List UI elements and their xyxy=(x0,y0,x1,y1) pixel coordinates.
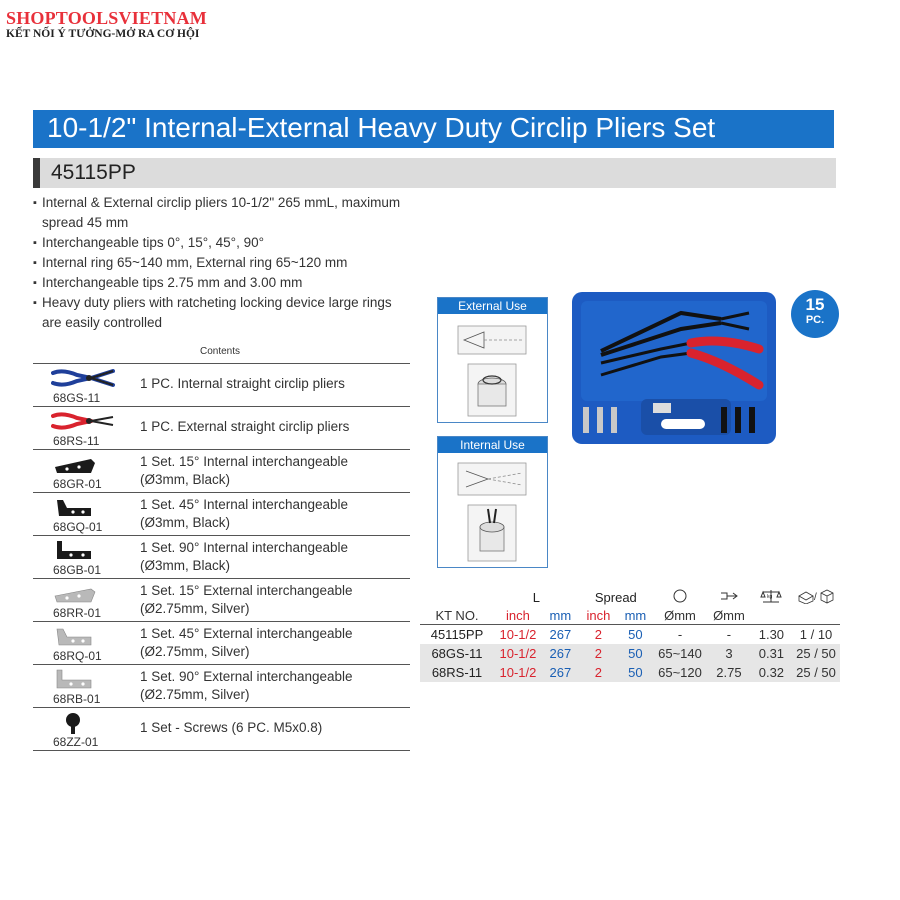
item-description-line: 1 Set. 15° External interchangeable xyxy=(140,583,353,598)
code-bar-accent xyxy=(33,158,40,188)
packing: 1 / 10 xyxy=(792,625,840,645)
item-description xyxy=(140,453,408,489)
svg-text:/: / xyxy=(814,592,817,603)
length-inch: 10-1/2 xyxy=(494,644,542,663)
piece-count: 15 xyxy=(805,295,825,314)
length-inch: 10-1/2 xyxy=(494,625,542,645)
item-description-line: 1 Set. 45° External interchangeable xyxy=(140,626,353,641)
contents-row xyxy=(33,493,410,536)
contents-row xyxy=(33,579,410,622)
header-weight-icon xyxy=(751,588,792,607)
product-case-image xyxy=(571,291,777,445)
feature-item: ▪ Interchangeable tips 0°, 15°, 45°, 90° xyxy=(33,233,413,253)
tip-diameter: 2.75 xyxy=(707,663,751,682)
product-code-label: 68RR-01 xyxy=(53,606,102,620)
item-description xyxy=(140,539,408,575)
contents-row xyxy=(33,364,410,407)
kt-no: 68GS-11 xyxy=(420,644,494,663)
item-description-line: 1 Set. 90° Internal interchangeable xyxy=(140,540,349,555)
ring-range: 65~140 xyxy=(653,644,707,663)
brand-name: SHOPTOOLSVIETNAM xyxy=(6,8,207,28)
header-weight xyxy=(751,607,792,625)
header-spread-mm: mm xyxy=(624,608,647,623)
product-code-label: 68GB-01 xyxy=(53,563,102,577)
spread-inch: 2 xyxy=(579,663,618,682)
item-description-line: (Ø3mm, Black) xyxy=(140,558,231,573)
product-code-label: 68RQ-01 xyxy=(53,649,102,663)
product-code: 45115PP xyxy=(51,161,136,184)
item-description-line: (Ø3mm, Black) xyxy=(140,515,231,530)
page-title: 10-1/2" Internal-External Heavy Duty Circlip Pliers Set xyxy=(47,112,716,143)
spec-row xyxy=(420,625,840,645)
contents-label: Contents xyxy=(200,346,241,357)
spread-mm: 50 xyxy=(618,644,653,663)
product-code-label: 68ZZ-01 xyxy=(53,735,99,749)
internal-use-diagram xyxy=(438,453,547,565)
tip-diameter-icon xyxy=(719,589,739,603)
external-use-diagram xyxy=(438,314,547,420)
header-ring-mm: Ømm xyxy=(664,608,696,623)
silver-tip-45-icon xyxy=(51,625,121,649)
item-description: 1 PC. External straight circlip pliers xyxy=(140,419,350,434)
product-code-label: 68RS-11 xyxy=(53,434,100,448)
weight: 0.32 xyxy=(751,663,792,682)
product-code-label: 68RB-01 xyxy=(53,692,101,706)
ring-icon xyxy=(672,589,688,603)
package-box-icon xyxy=(797,588,835,604)
feature-list xyxy=(33,193,413,333)
spec-row xyxy=(420,663,840,682)
kt-no: 45115PP xyxy=(420,625,494,645)
item-description xyxy=(140,668,408,704)
contents-row xyxy=(33,708,410,751)
blue-pliers-icon xyxy=(51,367,121,391)
silver-tip-15-icon xyxy=(51,582,121,606)
spread-mm: 50 xyxy=(618,663,653,682)
product-code-label: 68GS-11 xyxy=(53,391,101,405)
header-kt-no: KT NO. xyxy=(435,608,479,623)
contents-table xyxy=(33,363,410,751)
packing: 25 / 50 xyxy=(792,663,840,682)
internal-use-label: Internal Use xyxy=(438,437,547,453)
header-pack xyxy=(792,607,840,625)
header-kt-no-top xyxy=(420,588,494,607)
contents-row xyxy=(33,407,410,450)
feature-item: ▪ Internal ring 65~140 mm, External ring 65~120 mm xyxy=(33,253,413,273)
weight: 0.31 xyxy=(751,644,792,663)
black-tip-90-icon xyxy=(51,539,121,563)
ring-range: 65~120 xyxy=(653,663,707,682)
title-bar xyxy=(33,110,834,148)
tip-diameter: - xyxy=(707,625,751,645)
header-l-inch: inch xyxy=(505,608,530,623)
feature-item: ▪ Internal & External circlip pliers 10-1/2" 265 mmL, maximum spread 45 mm xyxy=(33,193,413,233)
packing: 25 / 50 xyxy=(792,644,840,663)
header-tip-icon xyxy=(707,588,751,607)
tip-diameter: 3 xyxy=(707,644,751,663)
header-l-mm: mm xyxy=(549,608,572,623)
spec-row xyxy=(420,644,840,663)
item-description: 1 PC. Internal straight circlip pliers xyxy=(140,376,345,391)
header-tip-mm: Ømm xyxy=(713,608,745,623)
screw-icon xyxy=(51,711,121,735)
product-code-bar xyxy=(33,158,836,188)
length-mm: 267 xyxy=(542,644,579,663)
kt-no: 68RS-11 xyxy=(420,663,494,682)
length-mm: 267 xyxy=(542,663,579,682)
weight-scale-icon xyxy=(760,588,782,604)
header-pack-icon xyxy=(792,588,840,607)
feature-item: ▪ Heavy duty pliers with ratcheting locking device large rings are easily controlled xyxy=(33,293,413,333)
item-description-line: 1 Set. 90° External interchangeable xyxy=(140,669,353,684)
external-use-panel xyxy=(437,297,548,423)
item-description-line: 1 Set. 45° Internal interchangeable xyxy=(140,497,349,512)
weight: 1.30 xyxy=(751,625,792,645)
header-spread-inch: inch xyxy=(586,608,611,623)
item-description-line: (Ø2.75mm, Silver) xyxy=(140,687,250,702)
length-inch: 10-1/2 xyxy=(494,663,542,682)
item-description-line: (Ø3mm, Black) xyxy=(140,472,231,487)
contents-row xyxy=(33,450,410,493)
item-description: 1 Set - Screws (6 PC. M5x0.8) xyxy=(140,720,323,735)
item-description-line: 1 Set. 15° Internal interchangeable xyxy=(140,454,349,469)
item-description xyxy=(140,496,408,532)
header-ring-icon xyxy=(653,588,707,607)
contents-row xyxy=(33,536,410,579)
header-length: L xyxy=(532,590,541,605)
contents-row xyxy=(33,622,410,665)
spread-mm: 50 xyxy=(618,625,653,645)
product-code-label: 68GR-01 xyxy=(53,477,102,491)
red-pliers-icon xyxy=(51,410,121,434)
contents-row xyxy=(33,665,410,708)
external-use-label: External Use xyxy=(438,298,547,314)
item-description-line: (Ø2.75mm, Silver) xyxy=(140,601,250,616)
header-spread: Spread xyxy=(594,590,637,605)
brand-slogan: KẾT NỐI Ý TƯỞNG-MỞ RA CƠ HỘI xyxy=(6,28,200,40)
feature-item: ▪ Interchangeable tips 2.75 mm and 3.00 mm xyxy=(33,273,413,293)
svg-text:kg: kg xyxy=(767,594,773,600)
silver-tip-90-icon xyxy=(51,668,121,692)
spec-table xyxy=(420,588,840,682)
length-mm: 267 xyxy=(542,625,579,645)
piece-unit: PC. xyxy=(805,314,825,326)
item-description xyxy=(140,582,408,618)
spread-inch: 2 xyxy=(579,644,618,663)
spread-inch: 2 xyxy=(579,625,618,645)
product-code-label: 68GQ-01 xyxy=(53,520,103,534)
black-tip-15-icon xyxy=(51,453,121,477)
piece-count-badge xyxy=(791,290,839,338)
internal-use-panel xyxy=(437,436,548,568)
item-description-line: (Ø2.75mm, Silver) xyxy=(140,644,250,659)
item-description xyxy=(140,625,408,661)
black-tip-45-icon xyxy=(51,496,121,520)
ring-range: - xyxy=(653,625,707,645)
